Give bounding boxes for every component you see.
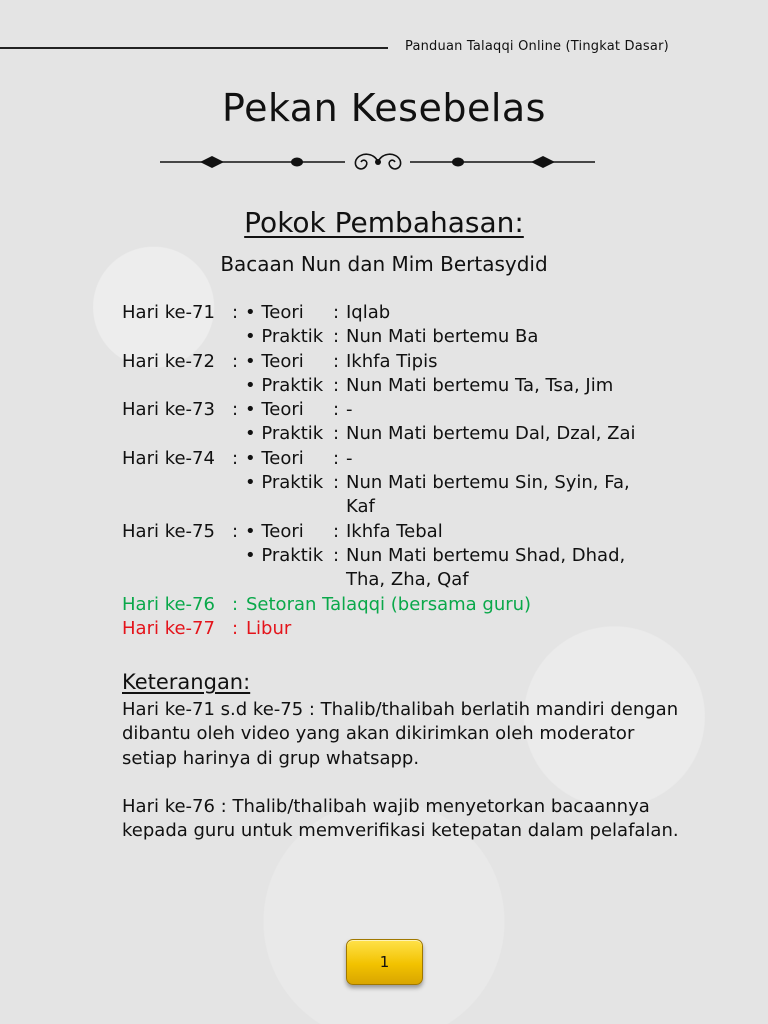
colon: : xyxy=(333,423,340,445)
colon: : xyxy=(333,302,340,323)
teori-label: • Teori xyxy=(245,399,304,421)
page-number-button[interactable] xyxy=(346,939,423,985)
praktik-label: • Praktik xyxy=(245,326,324,348)
day-label: Hari ke-73 xyxy=(122,399,215,421)
note-paragraph-2: Hari ke-76 : Thalib/thalibah wajib menyetorkan bacaannya kepada guru untuk memverifikasi ketepatan dalam pelafalan. xyxy=(122,796,679,842)
header-rule xyxy=(0,47,388,49)
colon: : xyxy=(333,350,340,372)
colon: : xyxy=(333,374,340,396)
colon: : xyxy=(333,472,340,494)
schedule-row-praktik xyxy=(122,422,682,446)
praktik-value: Nun Mati bertemu Ba xyxy=(346,326,539,348)
day-label: Hari ke-74 xyxy=(122,447,215,469)
schedule-row-teori xyxy=(122,398,682,422)
setoran-value: Setoran Talaqqi (bersama guru) xyxy=(246,593,532,615)
colon: : xyxy=(333,520,340,542)
subject-topic: Bacaan Nun dan Mim Bertasydid xyxy=(220,252,548,276)
teori-value: - xyxy=(346,399,353,421)
schedule-list xyxy=(122,301,682,641)
teori-value: - xyxy=(346,447,353,469)
praktik-label: • Praktik xyxy=(245,374,324,396)
teori-label: • Teori xyxy=(245,350,304,372)
day-label: Hari ke-72 xyxy=(122,350,215,372)
teori-value: Ikhfa Tebal xyxy=(346,520,443,542)
schedule-row-teori xyxy=(122,301,682,325)
colon: : xyxy=(232,617,239,639)
teori-value: Iqlab xyxy=(346,302,391,323)
day-label: Hari ke-76 xyxy=(122,593,215,615)
day-label: Hari ke-75 xyxy=(122,520,215,542)
praktik-value: Nun Mati bertemu Ta, Tsa, Jim xyxy=(346,374,614,396)
day-label: Hari ke-77 xyxy=(122,617,215,639)
colon: : xyxy=(333,326,340,348)
praktik-label: • Praktik xyxy=(245,544,324,566)
colon: : xyxy=(333,447,340,469)
colon: : xyxy=(232,302,239,323)
subject-heading: Pokok Pembahasan: xyxy=(244,206,524,239)
notes-heading: Keterangan: xyxy=(122,670,251,694)
schedule-row-praktik xyxy=(122,471,682,520)
note-paragraph-1: Hari ke-71 s.d ke-75 : Thalib/thalibah berlatih mandiri dengan dibantu oleh video yang akan dikirimkan oleh moderator setiap harinya di grup whatsapp. xyxy=(122,699,679,769)
schedule-row-praktik xyxy=(122,544,682,593)
teori-label: • Teori xyxy=(245,520,304,542)
colon: : xyxy=(333,399,340,421)
colon: : xyxy=(232,520,239,542)
schedule-row-praktik xyxy=(122,374,682,398)
libur-value: Libur xyxy=(246,617,292,639)
page-title: Pekan Kesebelas xyxy=(222,86,546,130)
colon: : xyxy=(232,399,239,421)
schedule-row-teori xyxy=(122,350,682,374)
colon: : xyxy=(232,593,239,615)
schedule-row-setoran xyxy=(122,593,682,617)
colon: : xyxy=(232,350,239,372)
teori-label: • Teori xyxy=(245,302,304,323)
praktik-value: Nun Mati bertemu Shad, Dhad, Tha, Zha, Qaf xyxy=(346,544,626,591)
schedule-row-teori xyxy=(122,520,682,544)
day-label: Hari ke-71 xyxy=(122,302,215,323)
teori-label: • Teori xyxy=(245,447,304,469)
ornament-divider xyxy=(160,148,595,176)
teori-value: Ikhfa Tipis xyxy=(346,350,438,372)
praktik-label: • Praktik xyxy=(245,472,324,494)
colon: : xyxy=(333,544,340,566)
praktik-value: Nun Mati bertemu Dal, Dzal, Zai xyxy=(346,423,636,445)
schedule-row-teori xyxy=(122,447,682,471)
colon: : xyxy=(232,447,239,469)
running-header: Panduan Talaqqi Online (Tingkat Dasar) xyxy=(405,39,669,54)
page-number: 1 xyxy=(379,953,390,971)
schedule-row-praktik xyxy=(122,325,682,349)
praktik-value: Nun Mati bertemu Sin, Syin, Fa, Kaf xyxy=(346,472,630,518)
schedule-row-libur xyxy=(122,617,682,641)
praktik-label: • Praktik xyxy=(245,423,324,445)
